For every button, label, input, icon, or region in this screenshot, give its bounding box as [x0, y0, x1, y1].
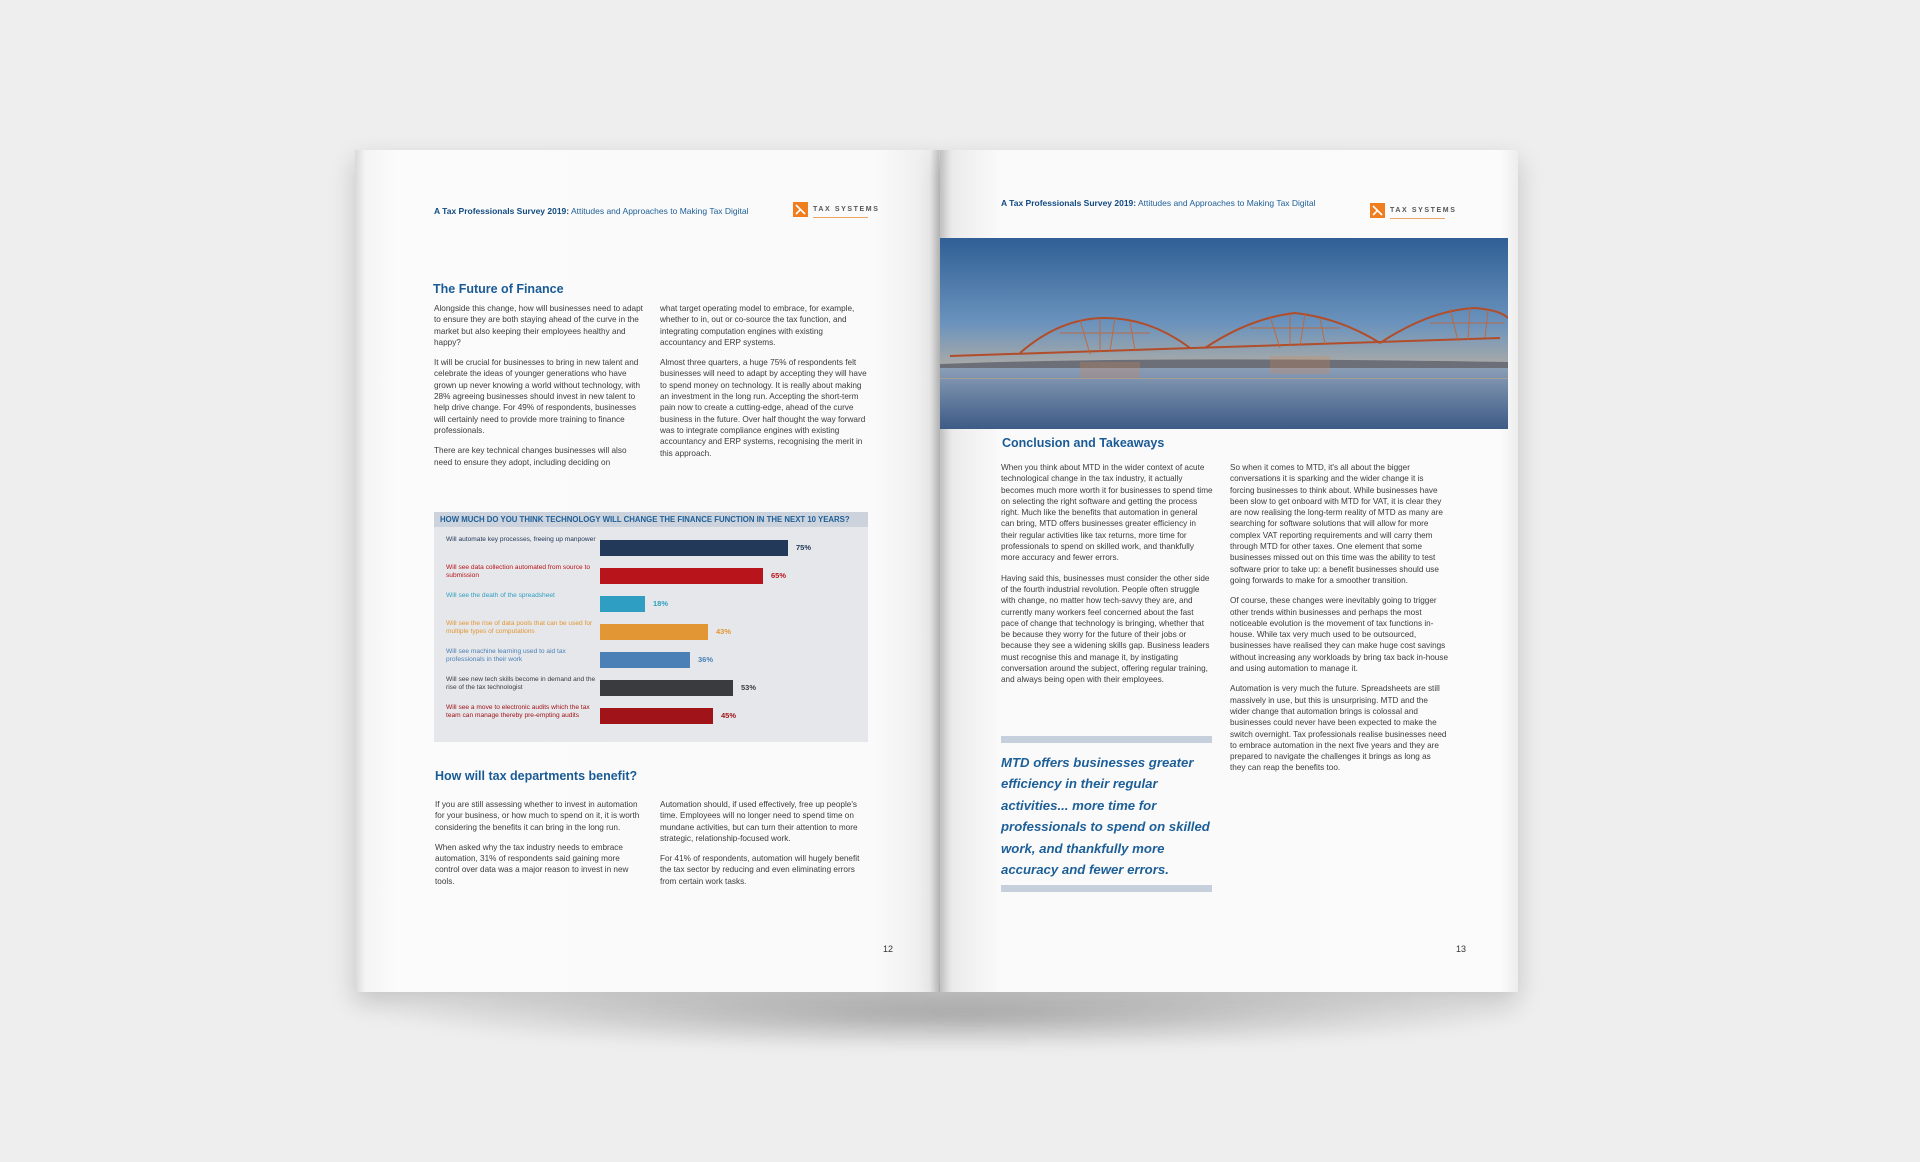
- chart-category-label: Will see new tech skills become in demand and the rise of the tax technologist: [446, 676, 596, 691]
- right-page-logo: [1370, 203, 1456, 218]
- chart-bar: [600, 568, 763, 584]
- pull-quote: [1001, 736, 1212, 892]
- chart-row: [434, 673, 868, 699]
- chart-bar: [600, 624, 708, 640]
- chart-bar: [600, 652, 690, 668]
- chart-bar: [600, 708, 713, 724]
- paragraph: There are key technical changes businesses will also need to ensure they adopt, including deciding on: [434, 446, 627, 467]
- chart-title: HOW MUCH DO YOU THINK TECHNOLOGY WILL CHANGE THE FINANCE FUNCTION IN THE NEXT 10 YEARS?: [434, 512, 868, 527]
- chart-bar: [600, 596, 645, 612]
- paragraph: So when it comes to MTD, it's all about the bigger conversations it is sparking and the wider change it is forcing businesses to think about. While businesses have been slow to get onboard with MTD for VAT, it is clear they are now realising the long-term reality of MTD as many are searching for software solutions that will allow for more complex VAT reporting requirements and will carry them through MTD for other taxes. One element that some businesses missed out on this time was the ability to test software prior to take up: a benefit businesses should use going forwards to make for a smoother transition.: [1230, 463, 1443, 585]
- paragraph: Almost three quarters, a huge 75% of respondents felt businesses will need to adapt by accepting they will have to spend money on technology. It is really about making an investment in the long run. Accepting the short-term pain now to create a cutting-edge, ahead of the curve business in the future. Over half thought the way forward was to integrate compliance engines with existing accountancy and ERP systems, recognising the merit in this approach.: [660, 358, 867, 458]
- chart-row: [434, 561, 868, 587]
- paragraph: Having said this, businesses must consider the other side of the fourth industrial revolution. People often struggle with change, no matter how tech-savvy they are, and currently many workers feel concerned about the fast pace of change that technology is bringing, whether that be because they worry for the future of their jobs or because they see a widening skills gap. Business leaders must recognise this and manage it, by instigating conversation around the subject, offering regular training, and always being open with their employees.: [1001, 573, 1210, 685]
- chart-row: [434, 589, 868, 615]
- chart-category-label: Will automate key processes, freeing up manpower: [446, 536, 596, 543]
- pull-quote-bottom-rule: [1001, 885, 1212, 892]
- paragraph: When asked why the tax industry needs to embrace automation, 31% of respondents said gaining more control over data was a major reason to invest in new tools.: [435, 842, 629, 886]
- paragraph: When you think about MTD in the wider context of acute technological change in the tax industry, it actually becomes much more worth it for businesses to spend time on selecting the right software and getting the process right. Much like the benefits that automation in general can bring, MTD offers businesses greater efficiency in their regular activities like tax returns, more time for professionals to spend on skilled work, and thankfully more accuracy and fewer errors.: [1001, 463, 1213, 563]
- header-title-strong: A Tax Professionals Survey 2019:: [1001, 198, 1137, 208]
- left-col-3: [435, 799, 645, 896]
- right-heading-conclusion: Conclusion and Takeaways: [1002, 436, 1165, 450]
- paragraph: Of course, these changes were inevitably going to trigger other trends within businesses and perhaps the most noticeable evolution is the movement of tax functions in-house. While tax very much used to be outsourced, businesses have realised they can make huge cost savings without increasing any workloads by bring tax back in-house and using automation to manage it.: [1230, 596, 1448, 674]
- chart-row: [434, 701, 868, 727]
- right-col-2: [1230, 462, 1448, 783]
- chart-row: [434, 533, 868, 559]
- left-heading-tax-departments: How will tax departments benefit?: [435, 769, 638, 783]
- pull-quote-text: MTD offers businesses greater efficiency in their regular activities... more time for professionals to spend on skilled work, and thankfully more accuracy and fewer errors.: [1001, 755, 1210, 878]
- left-heading-future-of-finance: The Future of Finance: [433, 282, 564, 296]
- header-title-strong: A Tax Professionals Survey 2019:: [434, 206, 570, 216]
- left-page-logo: [793, 202, 879, 217]
- chart-category-label: Will see the death of the spreadsheet: [446, 592, 555, 599]
- right-page-header: [1001, 198, 1316, 208]
- logo-text: TAX SYSTEMS: [813, 206, 880, 213]
- chart-bar: [600, 540, 788, 556]
- tax-systems-logo-icon: [1370, 203, 1385, 218]
- paragraph: Automation is very much the future. Spreadsheets are still massively in use, but this is unsurprising. MTD and the wider change that automation brings is colossal and businesses could never have been expected to make the switch overnight. Tax professionals realise businesses need to embrace automation in the next five years and they are prepared to navigate the challenges it brings as long as they can reap the benefits too.: [1230, 684, 1447, 773]
- chart-value-label: 36%: [698, 655, 714, 664]
- chart-row: [434, 645, 868, 671]
- paragraph: Automation should, if used effectively, free up people's time. Employees will no longer need to spend time on mundane activities, but can turn their attention to more strategic, relationship-focused work.: [660, 800, 858, 843]
- paragraph: what target operating model to embrace, for example, whether to in, out or co-source the tax function, and integrating computation engines with existing accountancy and ERP systems.: [660, 304, 855, 347]
- chart-value-label: 45%: [721, 711, 737, 720]
- left-col-1: [434, 303, 644, 477]
- chart-category-label: Will see data collection automated from source to submission: [446, 564, 591, 579]
- pull-quote-top-rule: [1001, 736, 1212, 743]
- bridge-illustration: [940, 238, 1508, 429]
- paragraph: It will be crucial for businesses to bring in new talent and celebrate the ideas of younger generations who have grown up never knowing a world without technology, with 28% agreeing businesses should invest in new talent to help drive change. For 49% of respondents, businesses will certainly need to provide more training to finance professionals.: [434, 358, 641, 435]
- left-page-header: [434, 206, 749, 216]
- forth-bridge-photo: [940, 238, 1508, 429]
- logo-underline: [813, 217, 868, 218]
- chart-value-label: 65%: [771, 571, 787, 580]
- chart-category-label: Will see the rise of data pools that can be used for multiple types of computations: [446, 620, 593, 635]
- chart-bar: [600, 680, 733, 696]
- chart-row: [434, 617, 868, 643]
- right-col-1: [1001, 462, 1213, 695]
- logo-underline: [1390, 218, 1445, 219]
- chart-category-label: Will see machine learning used to aid tax professionals in their work: [446, 648, 566, 663]
- left-col-2: [660, 303, 870, 468]
- paragraph: If you are still assessing whether to invest in automation for your business, or how much to spend on it, it is worth considering the benefits it can bring in the long run.: [435, 800, 640, 832]
- left-col-4: [660, 799, 870, 896]
- logo-text: TAX SYSTEMS: [1390, 207, 1457, 214]
- technology-change-chart: [434, 512, 868, 742]
- chart-value-label: 75%: [796, 543, 812, 552]
- header-title-rest: Attitudes and Approaches to Making Tax Digital: [1136, 198, 1316, 208]
- chart-value-label: 18%: [653, 599, 669, 608]
- paragraph: Alongside this change, how will businesses need to adapt to ensure they are both staying ahead of the curve in the market but also keeping their employees healthy and happy?: [434, 304, 643, 347]
- chart-category-label: Will see a move to electronic audits which the tax team can manage thereby pre-empting audits: [446, 704, 590, 719]
- paragraph: For 41% of respondents, automation will hugely benefit the tax sector by reducing and even eliminating errors from certain work tasks.: [660, 854, 860, 886]
- right-page-number: 13: [1456, 944, 1467, 954]
- tax-systems-logo-icon: [793, 202, 808, 217]
- chart-value-label: 43%: [716, 627, 732, 636]
- header-title-rest: Attitudes and Approaches to Making Tax Digital: [569, 206, 749, 216]
- chart-value-label: 53%: [741, 683, 757, 692]
- left-page-number: 12: [883, 944, 894, 954]
